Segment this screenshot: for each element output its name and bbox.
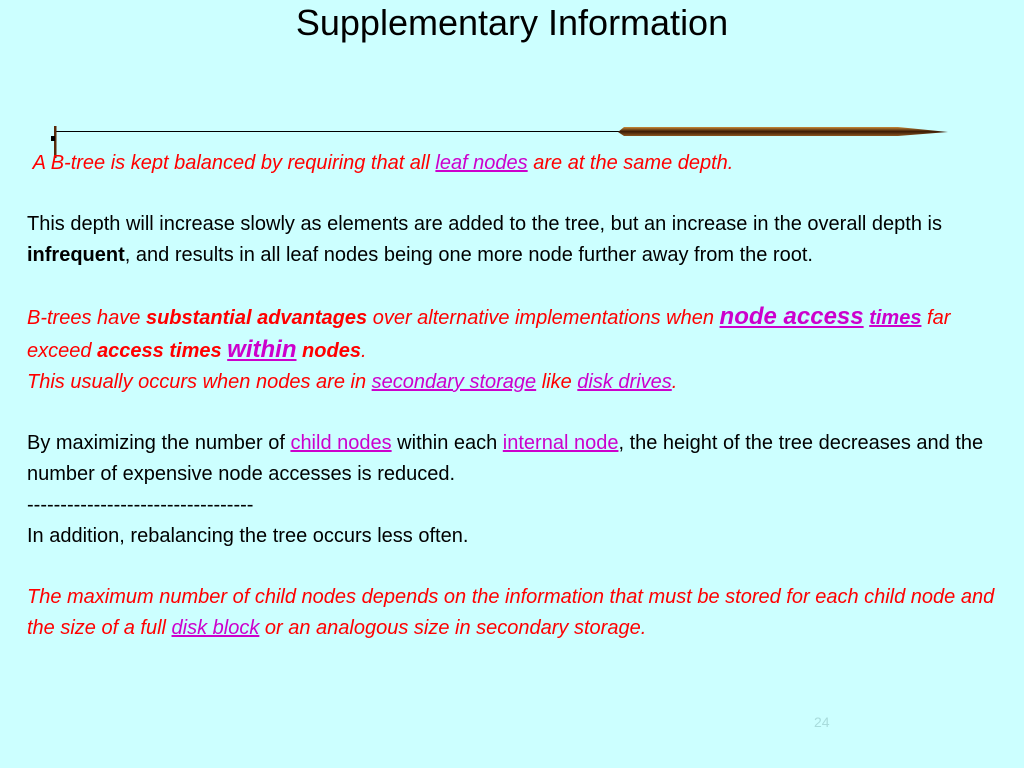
paragraph-max-children: [27, 582, 997, 644]
text-segment: This usually occurs when nodes are in: [27, 371, 372, 393]
link-leaf-nodes[interactable]: leaf nodes: [435, 152, 528, 174]
paragraph-child-nodes: [27, 428, 997, 552]
text-segment: A B-tree is kept balanced by requiring that all: [32, 152, 436, 174]
page-number: 24: [814, 714, 830, 730]
bold-text: infrequent: [27, 244, 125, 266]
paragraph-depth: [27, 209, 997, 271]
text-segment: or an analogous size in secondary storage.: [259, 617, 647, 639]
text-segment: like: [536, 371, 578, 393]
text-segment: over alternative implementations when: [367, 307, 720, 329]
link-internal-node[interactable]: internal node: [502, 432, 619, 454]
text-segment: within each: [391, 432, 503, 454]
text-segment: .: [671, 371, 678, 393]
text-segment: B-trees have: [27, 307, 146, 329]
bold-text: nodes: [296, 340, 361, 362]
divider-line: [55, 131, 625, 132]
link-times[interactable]: times: [869, 307, 922, 329]
text-segment: By maximizing the number of: [27, 432, 291, 454]
pen-decoration-icon: [618, 126, 948, 138]
link-secondary-storage[interactable]: secondary storage: [371, 371, 537, 393]
link-disk-drives[interactable]: disk drives: [577, 371, 672, 393]
text-segment: The maximum number of child nodes depends on the information that must be stored for each child node and the size of a full: [27, 586, 995, 639]
text-segment: far exceed: [27, 307, 951, 362]
text-segment: .: [360, 340, 367, 362]
slide-title: Supplementary Information: [295, 2, 729, 43]
text-segment: This depth will increase slowly as elements are added to the tree, but an increase in the overall depth is: [27, 213, 942, 235]
paragraph-advantages: [27, 301, 997, 398]
text-segment: , and results in all leaf nodes being one more node further away from the root.: [124, 244, 813, 266]
bold-text: substantial advantages: [145, 307, 368, 329]
text-segment: In addition, rebalancing the tree occurs less often.: [27, 525, 469, 547]
link-within[interactable]: within: [227, 336, 297, 363]
slide-body: [27, 148, 997, 644]
link-node-access[interactable]: node access: [719, 303, 864, 330]
dash-separator: ----------------------------------: [27, 494, 254, 516]
text-segment: , the height of the tree decreases and the number of expensive node accesses is reduced.: [27, 432, 984, 485]
link-disk-block[interactable]: disk block: [171, 617, 260, 639]
link-child-nodes[interactable]: child nodes: [290, 432, 392, 454]
paragraph-balance: [27, 148, 997, 179]
text-segment: are at the same depth.: [527, 152, 734, 174]
bold-text: access times: [97, 340, 228, 362]
